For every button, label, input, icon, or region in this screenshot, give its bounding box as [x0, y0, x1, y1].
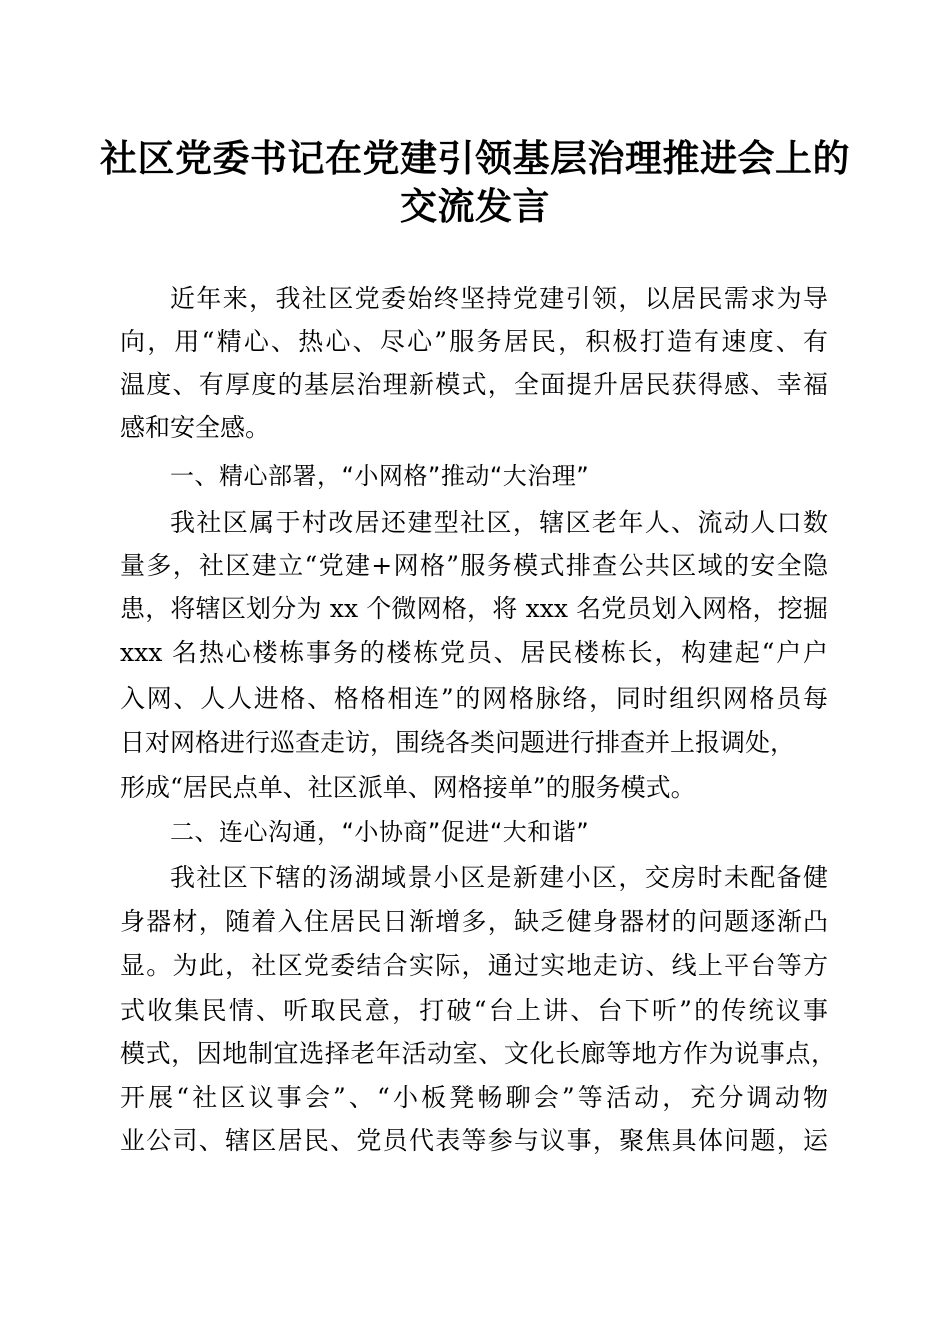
paragraph-line: 近年来，我社区党委始终坚持党建引领，以居民需求为导	[170, 284, 828, 313]
paragraph-line: xxx 名热心楼栋事务的楼栋党员、居民楼栋长，构建起“户户	[120, 638, 828, 667]
paragraph-line: 患，将辖区划分为 xx 个微网格，将 xxx 名党员划入网格，挖掘	[120, 594, 828, 623]
paragraph-line: 业公司、辖区居民、党员代表等参与议事，聚焦具体问题，运	[120, 1126, 828, 1155]
document-title-line-2: 交流发言	[400, 184, 550, 228]
paragraph-line: 式收集民情、听取民意，打破“台上讲、台下听”的传统议事	[120, 996, 828, 1025]
paragraph-line: 开展“社区议事会”、“小板凳畅聊会”等活动，充分调动物	[120, 1083, 828, 1112]
paragraph-line: 量多，社区建立“党建+网格”服务模式排查公共区域的安全隐	[120, 551, 828, 580]
paragraph-line: 显。为此，社区党委结合实际，通过实地走访、线上平台等方	[120, 951, 828, 980]
document-title-line-1: 社区党委书记在党建引领基层治理推进会上的	[100, 136, 850, 180]
section-heading-2: 二、连心沟通，“小协商”促进“大和谐”	[170, 818, 590, 846]
paragraph-line: 模式，因地制宜选择老年活动室、文化长廊等地方作为说事点，	[120, 1039, 836, 1068]
section-heading-1: 一、精心部署，“小网格”推动“大治理”	[170, 462, 590, 490]
paragraph-line: 形成“居民点单、社区派单、网格接单”的服务模式。	[120, 773, 696, 802]
paragraph-line: 温度、有厚度的基层治理新模式，全面提升居民获得感、幸福	[120, 370, 828, 399]
paragraph-line: 我社区属于村改居还建型社区，辖区老年人、流动人口数	[170, 508, 828, 537]
paragraph-line: 感和安全感。	[120, 413, 271, 442]
paragraph-line: 日对网格进行巡查走访，围绕各类问题进行排查并上报调处，	[120, 728, 796, 757]
paragraph-line: 身器材，随着入住居民日渐增多，缺乏健身器材的问题逐渐凸	[120, 907, 828, 936]
paragraph-line: 向，用“精心、热心、尽心”服务居民，积极打造有速度、有	[120, 327, 828, 356]
paragraph-line: 入网、人人进格、格格相连”的网格脉络，同时组织网格员每	[120, 684, 828, 713]
paragraph-line: 我社区下辖的汤湖域景小区是新建小区，交房时未配备健	[170, 863, 828, 892]
